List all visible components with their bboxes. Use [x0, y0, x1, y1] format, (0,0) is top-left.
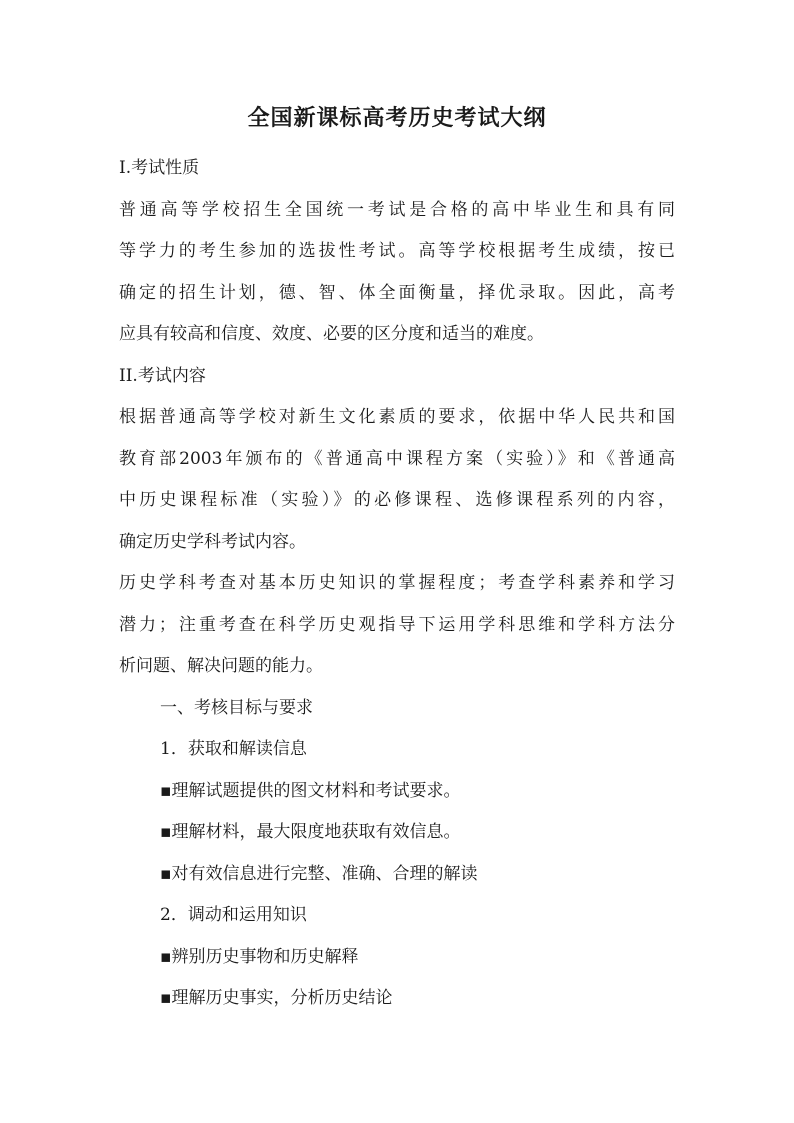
numbered-heading: 1．获取和解读信息 — [160, 739, 307, 759]
section-heading-exam-nature: I.考试性质 — [119, 158, 200, 178]
paragraph-line: 历史学科考查对基本历史知识的掌握程度；考查学科素养和学习 — [119, 573, 675, 593]
paragraph-line: 确定历史学科考试内容。 — [119, 531, 306, 552]
section-heading-exam-content: II.考试内容 — [119, 365, 206, 386]
paragraph-line: 中历史课程标准（实验）》的必修课程、选修课程系列的内容， — [119, 490, 675, 510]
document-body — [119, 148, 675, 1020]
bullet-item: ▪对有效信息进行完整、准确、合理的解读 — [160, 863, 478, 884]
document-title: 全国新课标高考历史考试大纲 — [247, 105, 547, 131]
bullet-item: ▪理解材料，最大限度地获取有效信息。 — [160, 822, 461, 842]
paragraph-line: 普通高等学校招生全国统一考试是合格的高中毕业生和具有同 — [119, 199, 675, 220]
bullet-item: ▪理解试题提供的图文材料和考试要求。 — [160, 780, 461, 801]
paragraph-line: 确定的招生计划，德、智、体全面衡量，择优录取。因此，高考 — [119, 282, 675, 303]
bullet-item: ▪理解历史事实，分析历史结论 — [160, 988, 393, 1008]
paragraph-line: 析问题、解决问题的能力。 — [119, 656, 323, 676]
numbered-heading: 2．调动和运用知识 — [160, 905, 307, 925]
paragraph-line: 应具有较高和信度、效度、必要的区分度和适当的难度。 — [119, 324, 544, 344]
paragraph-line: 等学力的考生参加的选拔性考试。高等学校根据考生成绩，按已 — [119, 241, 675, 261]
subsection-heading: 一、考核目标与要求 — [160, 697, 313, 718]
paragraph-line: 教育部2003年颁布的《普通高中课程方案（实验）》和《普通高 — [119, 448, 675, 469]
paragraph-line: 潜力；注重考查在科学历史观指导下运用学科思维和学科方法分 — [119, 614, 675, 635]
paragraph-line: 根据普通高等学校对新生文化素质的要求，依据中华人民共和国 — [119, 407, 675, 427]
bullet-item: ▪辨别历史事物和历史解释 — [160, 946, 359, 967]
